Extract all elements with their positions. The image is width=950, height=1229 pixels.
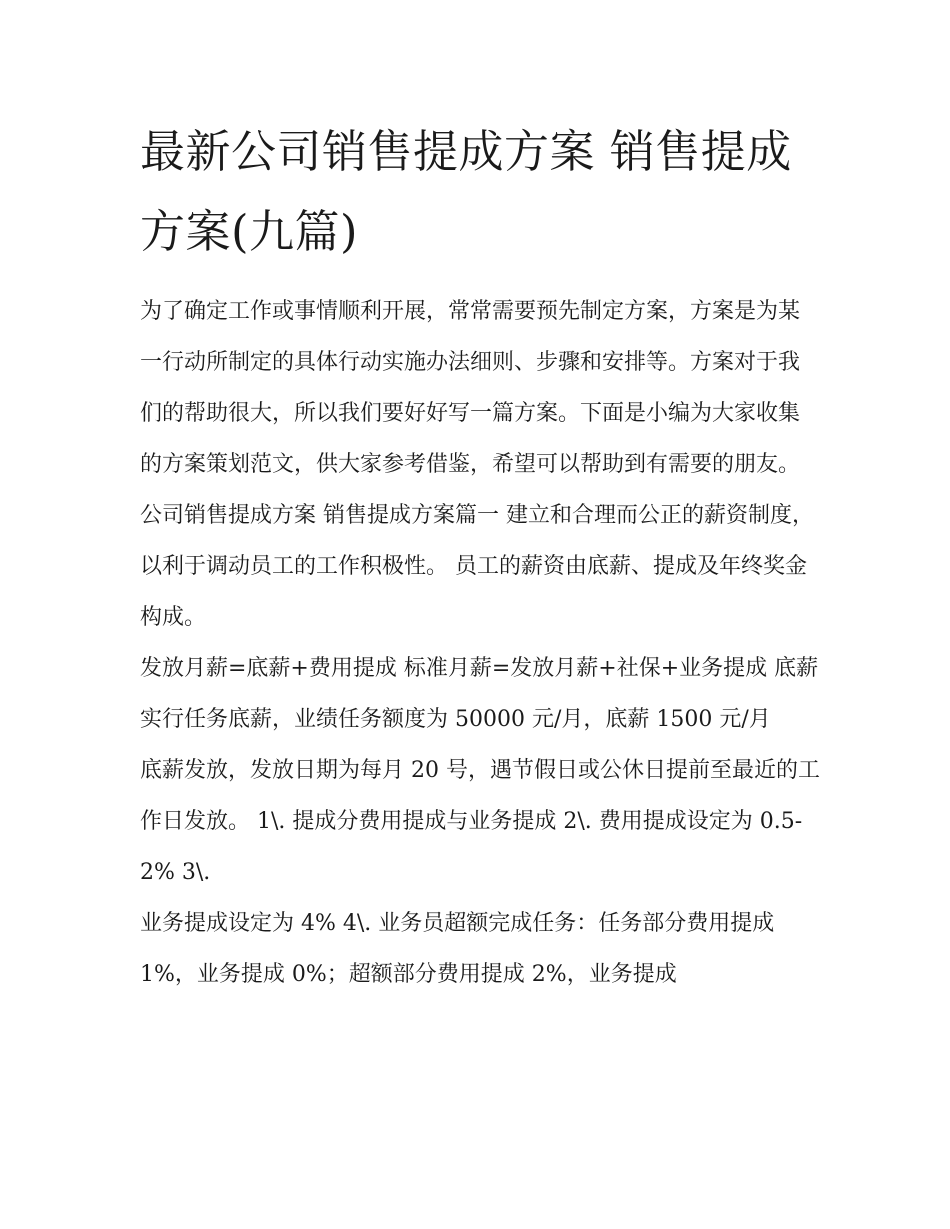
document-body xyxy=(140,112,820,1000)
document-title: 最新公司销售提成方案 销售提成方案(九篇) xyxy=(140,125,792,258)
paragraph-intro: 为了确定工作或事情顺利开展，常常需要预先制定方案，方案是为某一行动所制定的具体行动实施办法细则、步骤和安排等。方案对于我们的帮助很大，所以我们要好好写一篇方案。下面是小编为大家收集的方案策划范文，供大家参考借鉴，希望可以帮助到有需要的朋友。 xyxy=(140,299,801,477)
paragraph-business-commission: 业务提成设定为 4% 4\. 业务员超额完成任务：任务部分费用提成 1%，业务提成 0%；超额部分费用提成 2%，业务提成 xyxy=(140,911,775,987)
paragraph-payment-date: 底薪发放，发放日期为每月 20 号，遇节假日或公休日提前至最近的工作日发放。 1\. 提成分费用提成与业务提成 2\. 费用提成设定为 0.5-2% 3\. xyxy=(140,758,820,885)
paragraph-monthly-salary: 发放月薪=底薪+费用提成 标准月薪=发放月薪+社保+业务提成 底薪实行任务底薪，业绩任务额度为 50000 元/月，底薪 1500 元/月 xyxy=(140,656,819,732)
paragraph-salary-structure: 公司销售提成方案 销售提成方案篇一 建立和合理而公正的薪资制度，以利于调动员工的工作积极性。 员工的薪资由底薪、提成及年终奖金构成。 xyxy=(140,503,814,630)
